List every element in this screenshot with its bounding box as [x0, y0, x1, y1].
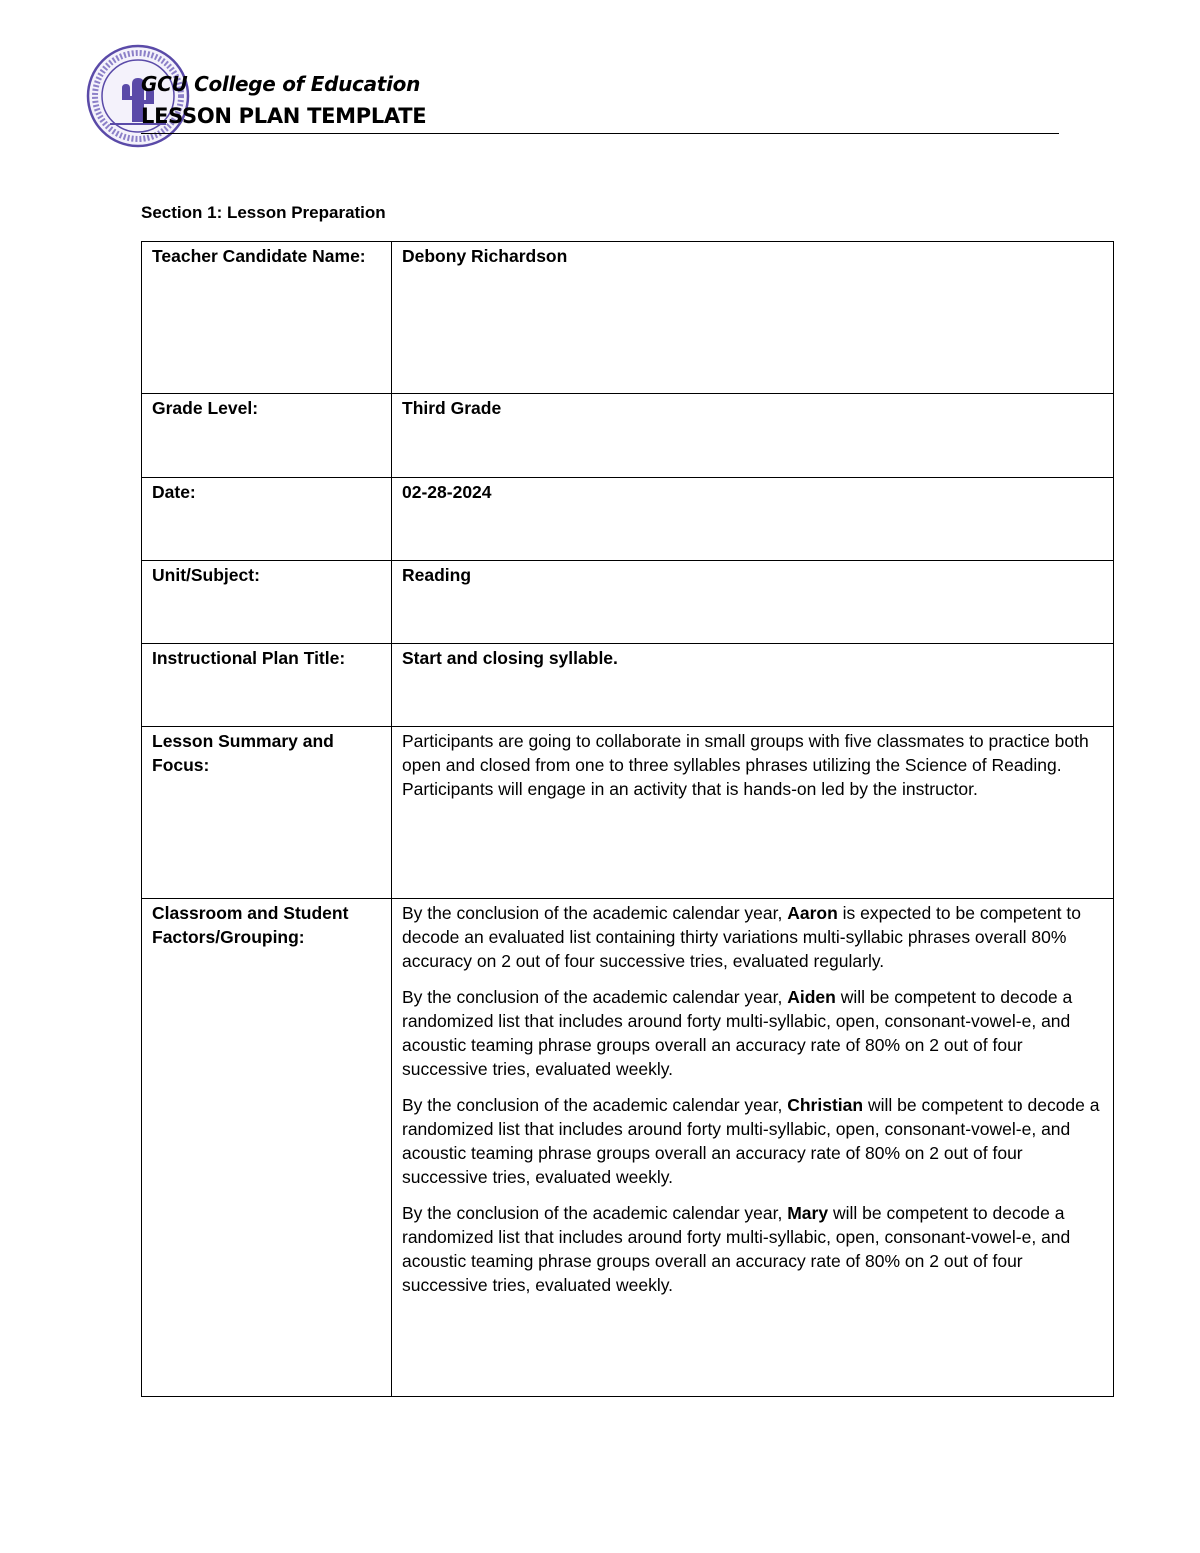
template-title: LESSON PLAN TEMPLATE	[141, 104, 427, 128]
table-row-grade	[142, 394, 1114, 478]
goal-text: is expected to be competent to decode an evaluated list containing thirty variations multi-syllabic phrases overall 80% accuracy on 2 out of four successive tries, evaluated regularly.	[402, 903, 1082, 971]
student-goal	[402, 1093, 1103, 1189]
student-goal	[402, 1201, 1103, 1297]
factors-value	[392, 899, 1114, 1397]
factors-label: Classroom and Student Factors/Grouping:	[142, 899, 392, 1397]
student-name: Christian	[787, 1095, 864, 1115]
header-divider	[141, 133, 1059, 134]
lesson-preparation-table	[141, 241, 1114, 1397]
date-value: 02-28-2024	[392, 478, 1114, 561]
student-name: Aaron	[787, 903, 838, 923]
subject-label: Unit/Subject:	[142, 561, 392, 644]
grade-label: Grade Level:	[142, 394, 392, 478]
student-name: Aiden	[787, 987, 836, 1007]
student-name: Mary	[787, 1203, 829, 1223]
goal-text: will be competent to decode a randomized list that includes around forty multi-syllabic, open, consonant-vowel-e, and acoustic teaming phrase groups overall an accuracy rate of 80% on 2 out of four successive tries, evaluated weekly.	[402, 1095, 1100, 1187]
goal-text: will be competent to decode a randomized list that includes around forty multi-syllabic, open, consonant-vowel-e, and acoustic teaming phrase groups overall an accuracy rate of 80% on 2 out of four successive tries, evaluated weekly.	[402, 1203, 1071, 1295]
table-row-factors	[142, 899, 1114, 1397]
student-goal	[402, 985, 1103, 1081]
section-title: Section 1: Lesson Preparation	[141, 203, 386, 222]
table-row-subject	[142, 561, 1114, 644]
table-row-date	[142, 478, 1114, 561]
summary-value: Participants are going to collaborate in small groups with five classmates to practice both open and closed from one to three syllables phrases utilizing the Science of Reading. Participants will engage in an activity that is hands-on led by the instructor.	[392, 727, 1114, 899]
date-label: Date:	[142, 478, 392, 561]
goal-intro: By the conclusion of the academic calendar year,	[402, 1095, 788, 1115]
plan-title-value: Start and closing syllable.	[392, 644, 1114, 727]
subject-value: Reading	[392, 561, 1114, 644]
teacher-label: Teacher Candidate Name:	[142, 242, 392, 394]
table-row-teacher	[142, 242, 1114, 394]
goal-intro: By the conclusion of the academic calendar year,	[402, 903, 788, 923]
summary-label: Lesson Summary and Focus:	[142, 727, 392, 899]
goal-intro: By the conclusion of the academic calendar year,	[402, 1203, 788, 1223]
plan-title-label: Instructional Plan Title:	[142, 644, 392, 727]
table-row-summary	[142, 727, 1114, 899]
grade-value: Third Grade	[392, 394, 1114, 478]
goal-text: will be competent to decode a randomized list that includes around forty multi-syllabic, open, consonant-vowel-e, and acoustic teaming phrase groups overall an accuracy rate of 80% on 2 out of four successive tries, evaluated weekly.	[402, 987, 1073, 1079]
student-goal	[402, 901, 1103, 973]
teacher-value: Debony Richardson	[392, 242, 1114, 394]
college-name: GCU College of Education	[141, 72, 421, 96]
table-row-plan-title	[142, 644, 1114, 727]
goal-intro: By the conclusion of the academic calendar year,	[402, 987, 788, 1007]
